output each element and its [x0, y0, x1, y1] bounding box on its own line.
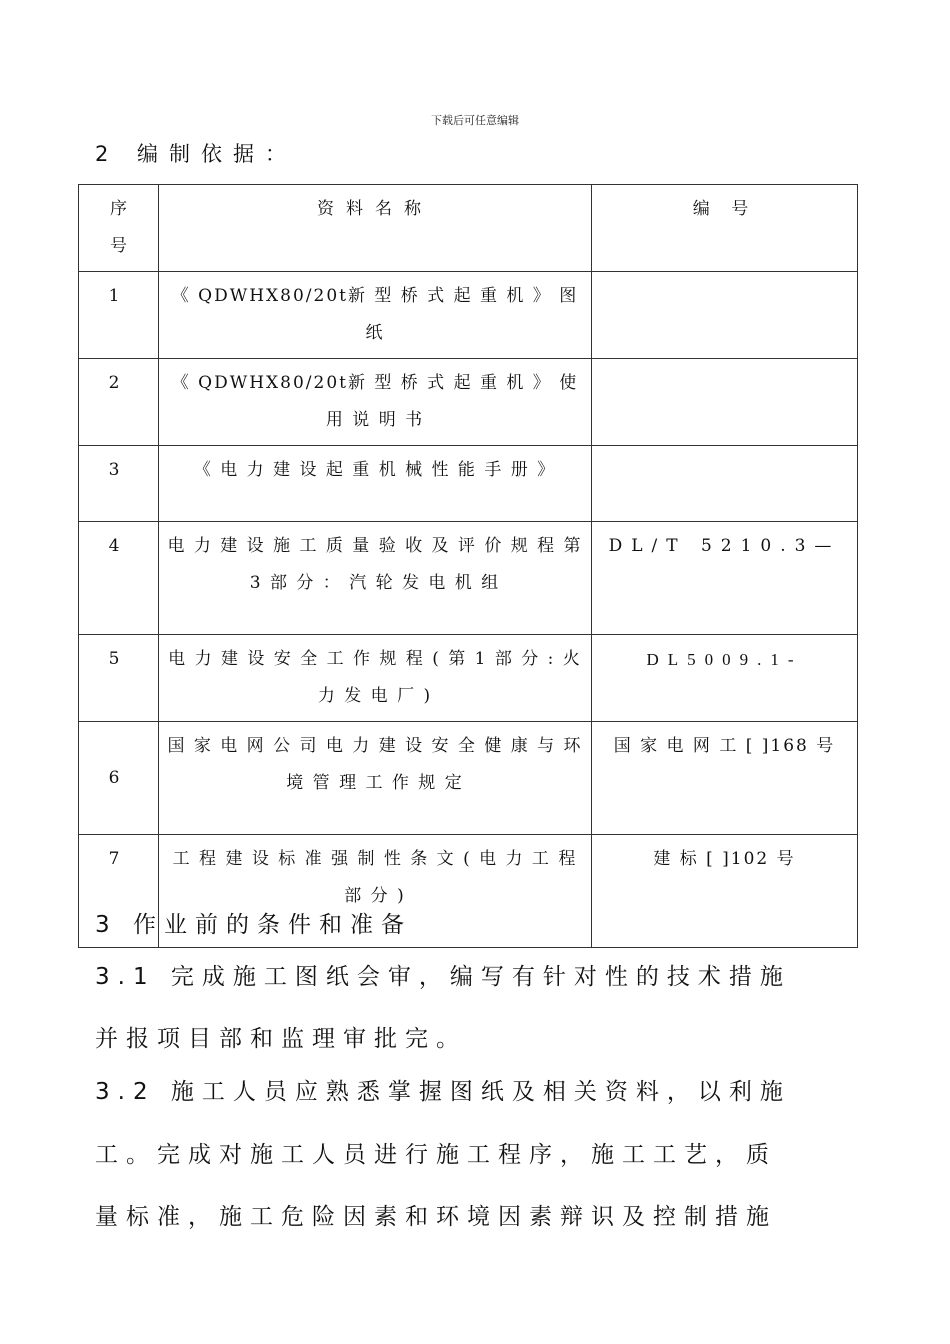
row-code: DL5009.1- [592, 635, 858, 722]
row-name: 国 家 电 网 公 司 电 力 建 设 安 全 健 康 与 环 境 管 理 工 作 规 定 [159, 722, 592, 835]
table-row [79, 446, 858, 522]
table-row [79, 635, 858, 722]
row-number: 1 [79, 272, 159, 359]
paragraph-line: 3.2 施工人员应熟悉掌握图纸及相关资料，以利施 [95, 1079, 791, 1105]
row-code [592, 446, 858, 522]
row-name: 工 程 建 设 标 准 强 制 性 条 文 ( 电 力 工 程 部 分 ) [159, 835, 592, 948]
header-code: 编 号 [592, 185, 858, 272]
row-code [592, 272, 858, 359]
row-name: 电 力 建 设 施 工 质 量 验 收 及 评 价 规 程 第 3 部 分 ： 汽 轮 发 电 机 组 [159, 522, 592, 635]
row-code [592, 359, 858, 446]
row-number: 2 [79, 359, 159, 446]
table-header-row [79, 185, 858, 272]
row-number: 3 [79, 446, 159, 522]
paragraph-line: 3.1 完成施工图纸会审，编写有针对性的技术措施 [95, 964, 791, 990]
table-row [79, 272, 858, 359]
row-number: 4 [79, 522, 159, 635]
row-name: 《 QDWHX80/20t新 型 桥 式 起 重 机 》 图 纸 [159, 272, 592, 359]
paragraph-line: 量标准，施工危险因素和环境因素辩识及控制措施 [95, 1204, 777, 1230]
header-name: 资料名称 [159, 185, 592, 272]
row-number: 5 [79, 635, 159, 722]
table-row [79, 722, 858, 835]
basis-table [78, 184, 858, 948]
table-row [79, 359, 858, 446]
row-number: 7 [79, 835, 159, 948]
row-name: 《 电 力 建 设 起 重 机 械 性 能 手 册 》 [159, 446, 592, 522]
header-note: 下载后可任意编辑 [431, 114, 519, 127]
paragraph-line: 工。完成对施工人员进行施工程序，施工工艺，质 [95, 1142, 777, 1168]
section-heading: 3 作业前的条件和准备 [95, 912, 412, 938]
row-name: 《 QDWHX80/20t新 型 桥 式 起 重 机 》 使 用 说 明 书 [159, 359, 592, 446]
paragraph-line: 并报项目部和监理审批完。 [95, 1026, 467, 1052]
header-serial: 序号 [79, 185, 159, 272]
section-title: 2 编制依据： [95, 142, 298, 166]
row-code: DL/T 5210.3— [592, 522, 858, 635]
table-row [79, 522, 858, 635]
row-number: 6 [79, 722, 159, 835]
row-code: 建 标 [ ]102 号 [592, 835, 858, 948]
row-code: 国 家 电 网 工 [ ]168 号 [592, 722, 858, 835]
row-name: 电 力 建 设 安 全 工 作 规 程 ( 第 1 部 分 : 火 力 发 电 厂 ) [159, 635, 592, 722]
